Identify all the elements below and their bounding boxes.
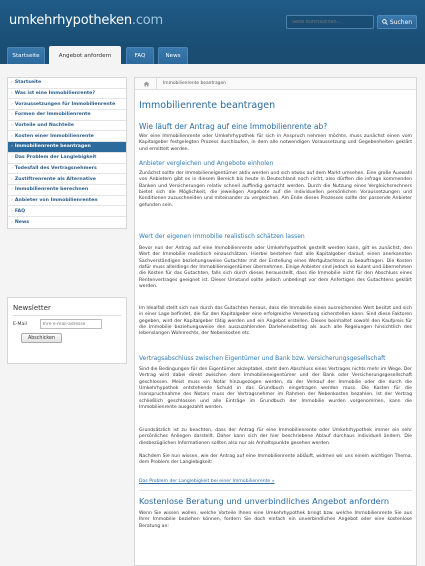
sidebar-item-zustiftrenrente[interactable] <box>8 174 126 185</box>
chevron-right-icon: › <box>11 112 13 118</box>
tab-label: Angebot anfordern <box>58 52 112 59</box>
sidebar-item-voraussetzungen[interactable] <box>8 99 126 110</box>
breadcrumb-separator <box>156 78 157 90</box>
sidebar-item-langlebigkeit[interactable] <box>8 153 126 164</box>
logo-tld-text: .com <box>131 13 164 28</box>
sidebar-item-label: Kosten einer Immobilienrente <box>14 133 94 139</box>
page-title: Immobilienrente beantragen <box>139 100 276 111</box>
chevron-right-icon: › <box>11 123 13 129</box>
sidebar-item-vorteile[interactable] <box>8 121 126 132</box>
newsletter-submit-button[interactable]: Abschicken <box>21 333 62 343</box>
chevron-right-icon: › <box>11 208 13 214</box>
tab-faq[interactable] <box>126 47 154 64</box>
sidebar-nav <box>7 77 127 229</box>
search-button-label: Suchen <box>389 18 413 26</box>
sidebar-item-was-ist[interactable] <box>8 89 126 100</box>
tab-startseite[interactable] <box>7 47 45 64</box>
newsletter-box <box>7 297 127 364</box>
sidebar-item-berechnen[interactable] <box>8 185 126 196</box>
breadcrumb-current: Immobilienrente beantragen <box>163 81 226 86</box>
chevron-right-icon: › <box>11 187 13 193</box>
logo-main-text: umkehrhypotheken <box>9 13 132 28</box>
paragraph-vertrag-2: Grundsätzlich ist zu beachten, dass der Antrag für eine Immobilienrente oder Umkehrhypothek immer ein sehr persönliches Anliegen darstellt. Daher kann sich der hier beschriebene Ablauf durchaus individuell ändern. Die diesbezüglichen Informationen sollten also nur als Anhaltspunkte gesehen werden. <box>139 428 412 446</box>
sidebar-item-formen[interactable] <box>8 110 126 121</box>
subheading-wert: Wert der eigenen Immobilie realistisch schätzen lassen <box>139 233 305 240</box>
link-langlebigkeit[interactable] <box>139 479 275 484</box>
newsletter-email-label: E-Mail <box>13 322 27 327</box>
sidebar-item-beantragen[interactable] <box>8 142 126 153</box>
newsletter-title: Newsletter <box>13 304 51 312</box>
sidebar-item-label: Immobilienrente beantragen <box>14 144 91 150</box>
sidebar-item-todesfall[interactable] <box>8 164 126 175</box>
link-arrow: » <box>270 479 275 484</box>
subheading-vergleichen: Anbieter vergleichen und Angebote einholen <box>139 160 274 167</box>
paragraph-kosten: Wenn Sie wissen wollen, welche Vorteile Ihnen eine Umkehrhypothek bringt bzw. welche Immobilienrente Sie aus Ihrer Immobilie beziehen können, fordern Sie doch einfach ein unverbindliches Angebot oder eine kostenlose Beratung an: <box>139 511 412 529</box>
breadcrumb <box>135 78 416 90</box>
divider <box>13 315 121 316</box>
paragraph-vergleichen: Zunächst sollte der Immobilieneigentümer aktiv werden und sich etwas auf dem Markt umsehen. Eine große Auswahl von Anbietern gibt es in diesem Bereich bis heute in Deutschland noch nicht, also dürften die infrage kommenden Banken und Versicherungen relativ schnell auffindig gemacht werden. Durch die Nutzung eines Vergleichsrechners bietet sich die Möglichkeit, die jeweiligen Angebote auf die individuellen persönlichen Voraussetzungen und Konditionen zuzuschneiden und miteinander zu vergleichen. Am Ende dieses Prozesses sollte der passende Anbieter gefunden sein. <box>139 171 412 208</box>
sidebar-item-faq[interactable] <box>8 206 126 217</box>
chevron-right-icon: › <box>11 101 13 107</box>
chevron-right-icon: › <box>11 155 13 161</box>
tab-label: Startseite <box>12 53 40 59</box>
site-logo[interactable] <box>9 13 163 28</box>
sidebar-item-startseite[interactable] <box>8 78 126 89</box>
chevron-right-icon: › <box>11 91 13 97</box>
chevron-right-icon: › <box>11 133 13 139</box>
link-text: Das Problem der Langlebigkeit bei einer Immobilienrente <box>139 479 271 484</box>
subheading-vertrag: Vertragsabschluss zwischen Eigentümer und Bank bzw. Versicherungsgesellschaft <box>139 355 386 362</box>
chevron-right-icon: › <box>11 165 13 171</box>
sidebar-item-label: Anbieter von Immobilienrenten <box>14 197 98 203</box>
content-top-bar <box>0 64 425 73</box>
section-heading-kosten: Kostenlose Beratung und unverbindliches Angebot anfordern <box>139 496 390 506</box>
search-input[interactable] <box>286 15 374 29</box>
chevron-right-icon: › <box>11 219 13 225</box>
chevron-right-icon: › <box>11 80 13 86</box>
home-icon[interactable] <box>143 81 150 87</box>
main-content <box>134 77 417 566</box>
paragraph-vertrag-3: Nachdem Sie nun wissen, wie der Antrag auf eine Immobilienrente abläuft, widmen wir uns einem wichtigen Thema, dem Problem der Langlebigkeit: <box>139 454 412 466</box>
sidebar-item-label: Zustiftrenrente als Alternative <box>14 176 96 182</box>
tab-label: FAQ <box>134 53 146 59</box>
sidebar-item-label: Was ist eine Immobilienrente? <box>14 91 96 97</box>
chevron-right-icon: › <box>11 176 13 182</box>
chevron-right-icon: › <box>11 144 13 150</box>
sidebar-item-label: Vorteile und Nachteile <box>14 123 74 129</box>
sidebar-item-label: FAQ <box>14 208 26 214</box>
search-icon <box>382 19 388 25</box>
site-header <box>0 0 425 46</box>
newsletter-email-input[interactable] <box>40 319 102 329</box>
main-nav <box>0 46 425 64</box>
sidebar-item-label: Todesfall des Vertragsnehmers <box>14 165 97 171</box>
paragraph-intro: Wer eine Immobilienrente oder Umkehrhypothek für sich in Anspruch nehmen möchte, muss zunächst einen vom Kapitalgeber festgelegten Prozess durchlaufen, in dem alle notwendigen Voraussetzung und Gegebenheiten geklärt und ermittelt werden. <box>139 134 412 152</box>
section-heading-antrag: Wie läuft der Antrag auf eine Immobilienrente ab? <box>139 122 328 131</box>
tab-angebot-anfordern[interactable] <box>49 46 121 64</box>
paragraph-wert-1: Bevor nun der Antrag auf eine Immobilienrente oder Umkehrhypothek gestellt werden kann, gilt es zunächst, den Wert der Immobilie realistisch einzuschätzen. Hierbei bestehen fast alle Kapitalgeber darauf, einen anerkannten Sachverständigen beziehungsweise Gutachter mit der Erstellung eines Wertgutachtens zu beauftragen. Die Kosten dafür muss allerdings der Immobilieneigentümer übernehmen. Einige Anbieter sind jedoch so kulant und übernehmen die Kosten für das Gutachten, falls sich durch dieses herausstellt, dass die Immobilie nicht für den Abschluss eines Rentenvertrages geeignet ist. Dieser Umstand sollte jedoch unbedingt vor dem Anfertigen des Gutachtens geklärt werden. <box>139 246 412 290</box>
search-button[interactable] <box>377 15 417 29</box>
sidebar-item-label: Immobilienrente berechnen <box>14 187 89 193</box>
sidebar-item-news[interactable] <box>8 217 126 228</box>
sidebar-item-label: News <box>14 219 30 225</box>
sidebar-item-label: Voraussetzungen für Immobilienrente <box>14 101 116 107</box>
paragraph-vertrag-1: Sind die Bedingungen für den Eigentümer akzeptabel, steht dem Abschluss eines Vertrages nichts mehr im Wege. Der Vertrag wird dabei direkt zwischen dem Immobilieneigentümer und der Bank oder Versicherungsgesellschaft geschlossen. Meist muss ein Notar hinzugezogen werden, da der Verkauf der Immobilie oder die durch die Umkehrhypothek entstehende Schuld in das Grundbuch eingetragen werden muss. Die Kosten für die Inanspruchnahme des Notars muss der Vertragsnehmer im Rahmen der Nebenkosten bezahlen. Ist der Vertrag schließlich geschlossen und alle Einträge im Grundbuch der Immobilie wurden vorgenommen, kann die Immobilienrente ausgezahlt werden. <box>139 367 412 411</box>
sidebar-item-kosten[interactable] <box>8 131 126 142</box>
paragraph-wert-2: Im Idealfall stellt sich nun durch das Gutachten heraus, dass die Immobilie einen ausreichenden Wert besitzt und sich in einer Lage befindet, die für den Kapitalgeber eine erfolgreiche Verwertung sicherstellen kann. Sind diese Faktoren gegeben, wird der Kapitalgeber tätig werden und ein Angebot erstellen. Dieses beinhaltet sowohl den Kaufpreis für die Immobilie beziehungsweise den auszuzahlenden Darlehensbetrag als auch alle Regelungen hinsichtlich des lebenslangen Wohnrechts, der Nebenkosten etc. <box>139 306 412 337</box>
sidebar-item-label: Startseite <box>14 80 42 86</box>
tab-news[interactable] <box>158 47 188 64</box>
tab-label: News <box>165 53 181 59</box>
divider <box>139 490 412 491</box>
sidebar-item-label: Formen der Immobilienrente <box>14 112 91 118</box>
sidebar-item-label: Das Problem der Langlebigkeit <box>14 155 97 161</box>
page-body <box>0 73 425 566</box>
chevron-right-icon: › <box>11 197 13 203</box>
sidebar-item-anbieter[interactable] <box>8 196 126 207</box>
